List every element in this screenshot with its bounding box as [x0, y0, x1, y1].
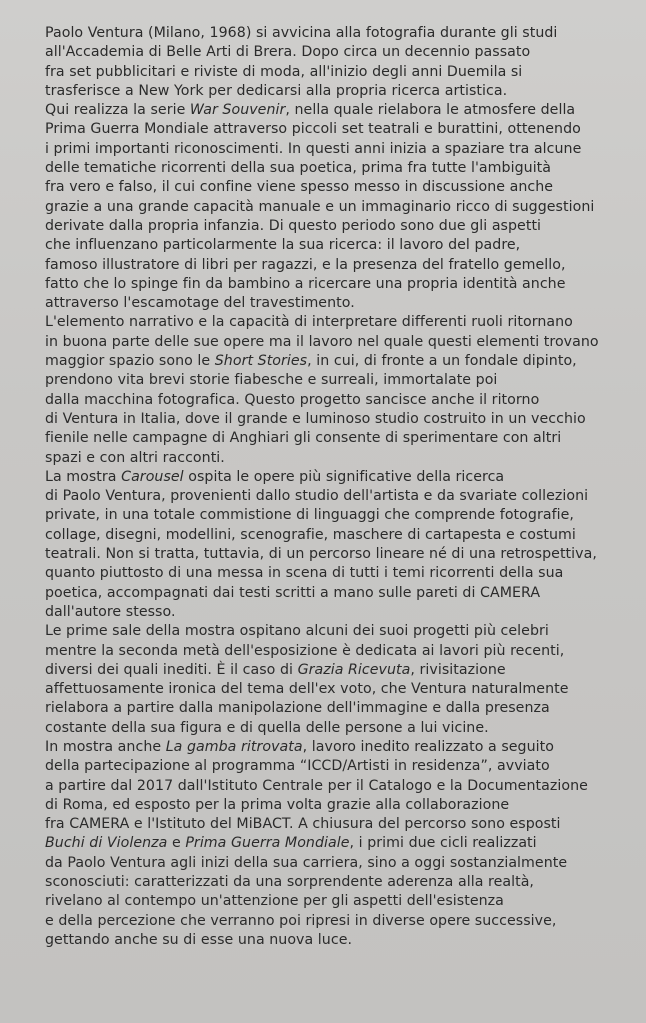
text-run: rielabora a partire dalla manipolazione dell'immagine e dalla presenza	[45, 700, 550, 717]
text-line	[45, 642, 635, 661]
text-run: private, in una totale commistione di linguaggi che comprende fotografie,	[45, 507, 574, 524]
text-run: ospita le opere più significative della ricerca	[183, 468, 505, 485]
text-line	[45, 661, 635, 680]
text-run: fienile nelle campagne di Anghiari gli consente di sperimentare con altri	[45, 430, 562, 447]
text-run: gettando anche su di esse una nuova luce.	[45, 931, 353, 948]
text-line	[45, 777, 635, 796]
text-line	[45, 487, 635, 506]
text-run: La mostra	[45, 468, 122, 485]
paragraph	[45, 468, 635, 622]
text-run: a partire dal 2017 dall'Istituto Centrale per il Catalogo e la Documentazione	[45, 777, 588, 794]
text-line	[45, 217, 635, 236]
text-run: che influenzano particolarmente la sua ricerca: il lavoro del padre,	[45, 237, 521, 254]
text-line	[45, 178, 635, 197]
text-run: diversi dei quali inediti. È il caso di	[45, 661, 298, 678]
text-line	[45, 931, 635, 950]
text-run: attraverso l'escamotage del travestimento.	[45, 295, 355, 312]
text-run: maggior spazio sono le	[45, 353, 215, 370]
text-line	[45, 892, 635, 911]
text-line	[45, 101, 635, 120]
text-line	[45, 468, 635, 487]
text-run: in buona parte delle sue opere ma il lavoro nel quale questi elementi trovano	[45, 333, 599, 350]
text-line	[45, 622, 635, 641]
paragraph	[45, 313, 635, 467]
text-line	[45, 603, 635, 622]
text-line	[45, 43, 635, 62]
text-run: , in cui, di fronte a un fondale dipinto,	[307, 353, 577, 370]
text-line	[45, 313, 635, 332]
text-line	[45, 815, 635, 834]
text-run: fra vero e falso, il cui confine viene spesso messo in discussione anche	[45, 179, 554, 196]
text-run: Le prime sale della mostra ospitano alcuni dei suoi progetti più celebri	[45, 623, 549, 640]
text-run: L'elemento narrativo e la capacità di interpretare differenti ruoli ritornano	[45, 314, 573, 331]
text-line	[45, 699, 635, 718]
text-run: fra CAMERA e l'Istituto del MiBACT. A chiusura del percorso sono esposti	[45, 816, 561, 833]
italic-title: Carousel	[121, 468, 184, 485]
text-line	[45, 757, 635, 776]
text-run: fatto che lo spinge fin da bambino a ricercare una propria identità anche	[45, 275, 566, 292]
italic-title: La gamba ritrovata	[165, 738, 303, 755]
text-run: e	[167, 835, 186, 852]
text-line	[45, 526, 635, 545]
text-run: famoso illustratore di libri per ragazzi, e la presenza del fratello gemello,	[45, 256, 566, 273]
text-line	[45, 429, 635, 448]
text-run: sconosciuti: caratterizzati da una sorprendente aderenza alla realtà,	[45, 874, 534, 891]
text-line	[45, 63, 635, 82]
text-line	[45, 449, 635, 468]
paragraph	[45, 738, 635, 950]
text-run: spazi e con altri racconti.	[45, 449, 225, 466]
text-line	[45, 371, 635, 390]
text-run: quanto piuttosto di una messa in scena di tutti i temi ricorrenti della sua	[45, 565, 564, 582]
text-line	[45, 506, 635, 525]
text-line	[45, 198, 635, 217]
text-line	[45, 24, 635, 43]
text-line	[45, 796, 635, 815]
text-run: di Paolo Ventura, provenienti dallo studio dell'artista e da svariate collezioni	[45, 488, 589, 505]
text-run: , nella quale rielabora le atmosfere della	[285, 102, 576, 119]
text-line	[45, 738, 635, 757]
text-line	[45, 854, 635, 873]
italic-title: Grazia Ricevuta	[297, 661, 411, 678]
text-line	[45, 584, 635, 603]
text-run: di Roma, ed esposto per la prima volta grazie alla collaborazione	[45, 796, 510, 813]
text-run: grazie a una grande capacità manuale e un immaginario ricco di suggestioni	[45, 198, 595, 215]
text-line	[45, 140, 635, 159]
text-run: delle tematiche ricorrenti della sua poetica, prima fra tutte l'ambiguità	[45, 160, 552, 177]
text-run: all'Accademia di Belle Arti di Brera. Dopo circa un decennio passato	[45, 44, 531, 61]
text-run: rivelano al contempo un'attenzione per gli aspetti dell'esistenza	[45, 893, 504, 910]
paragraph	[45, 24, 635, 101]
text-line	[45, 719, 635, 738]
text-run: , rivisitazione	[410, 661, 506, 678]
paragraph	[45, 101, 635, 313]
text-line	[45, 333, 635, 352]
text-line	[45, 873, 635, 892]
text-run: Qui realizza la serie	[45, 102, 190, 119]
text-line	[45, 294, 635, 313]
text-run: , lavoro inedito realizzato a seguito	[302, 738, 554, 755]
paragraph	[45, 622, 635, 738]
text-line	[45, 275, 635, 294]
text-run: costante della sua figura e di quella delle persone a lui vicine.	[45, 719, 489, 736]
text-run: di Ventura in Italia, dove il grande e luminoso studio costruito in un vecchio	[45, 410, 586, 427]
exhibition-text	[45, 24, 635, 950]
text-run: della partecipazione al programma “ICCD/Artisti in residenza”, avviato	[45, 758, 550, 775]
italic-title: Short Stories	[214, 353, 308, 370]
italic-title: Buchi di Violenza	[45, 835, 168, 852]
text-line	[45, 236, 635, 255]
text-run: fra set pubblicitari e riviste di moda, all'inizio degli anni Duemila si	[45, 63, 523, 80]
text-run: Paolo Ventura (Milano, 1968) si avvicina alla fotografia durante gli studi	[45, 25, 558, 41]
text-line	[45, 256, 635, 275]
text-run: i primi importanti riconoscimenti. In questi anni inizia a spaziare tra alcune	[45, 140, 582, 157]
text-run: dalla macchina fotografica. Questo progetto sancisce anche il ritorno	[45, 391, 540, 408]
text-line	[45, 352, 635, 371]
text-run: da Paolo Ventura agli inizi della sua carriera, sino a oggi sostanzialmente	[45, 854, 568, 871]
text-line	[45, 391, 635, 410]
text-run: trasferisce a New York per dedicarsi alla propria ricerca artistica.	[45, 82, 508, 99]
text-run: , i primi due cicli realizzati	[349, 835, 537, 852]
text-run: In mostra anche	[45, 738, 166, 755]
text-line	[45, 120, 635, 139]
italic-title: War Souvenir	[189, 102, 286, 119]
text-line	[45, 410, 635, 429]
text-line	[45, 82, 635, 101]
text-run: derivate dalla propria infanzia. Di questo periodo sono due gli aspetti	[45, 217, 542, 234]
text-run: Prima Guerra Mondiale attraverso piccoli set teatrali e burattini, ottenendo	[45, 121, 581, 138]
text-run: poetica, accompagnati dai testi scritti a mano sulle pareti di CAMERA	[45, 584, 541, 601]
text-line	[45, 545, 635, 564]
text-run: collage, disegni, modellini, scenografie, maschere di cartapesta e costumi	[45, 526, 576, 543]
text-line	[45, 564, 635, 583]
text-run: affettuosamente ironica del tema dell'ex voto, che Ventura naturalmente	[45, 681, 569, 698]
text-run: dall'autore stesso.	[45, 603, 176, 620]
italic-title: Prima Guerra Mondiale	[185, 835, 350, 852]
text-line	[45, 159, 635, 178]
text-run: e della percezione che verranno poi ripresi in diverse opere successive,	[45, 912, 557, 929]
text-run: mentre la seconda metà dell'esposizione è dedicata ai lavori più recenti,	[45, 642, 565, 659]
text-run: teatrali. Non si tratta, tuttavia, di un percorso lineare né di una retrospettiva,	[45, 546, 597, 563]
text-run: prendono vita brevi storie fiabesche e surreali, immortalate poi	[45, 372, 498, 389]
text-line	[45, 680, 635, 699]
text-line	[45, 834, 635, 853]
text-line	[45, 912, 635, 931]
